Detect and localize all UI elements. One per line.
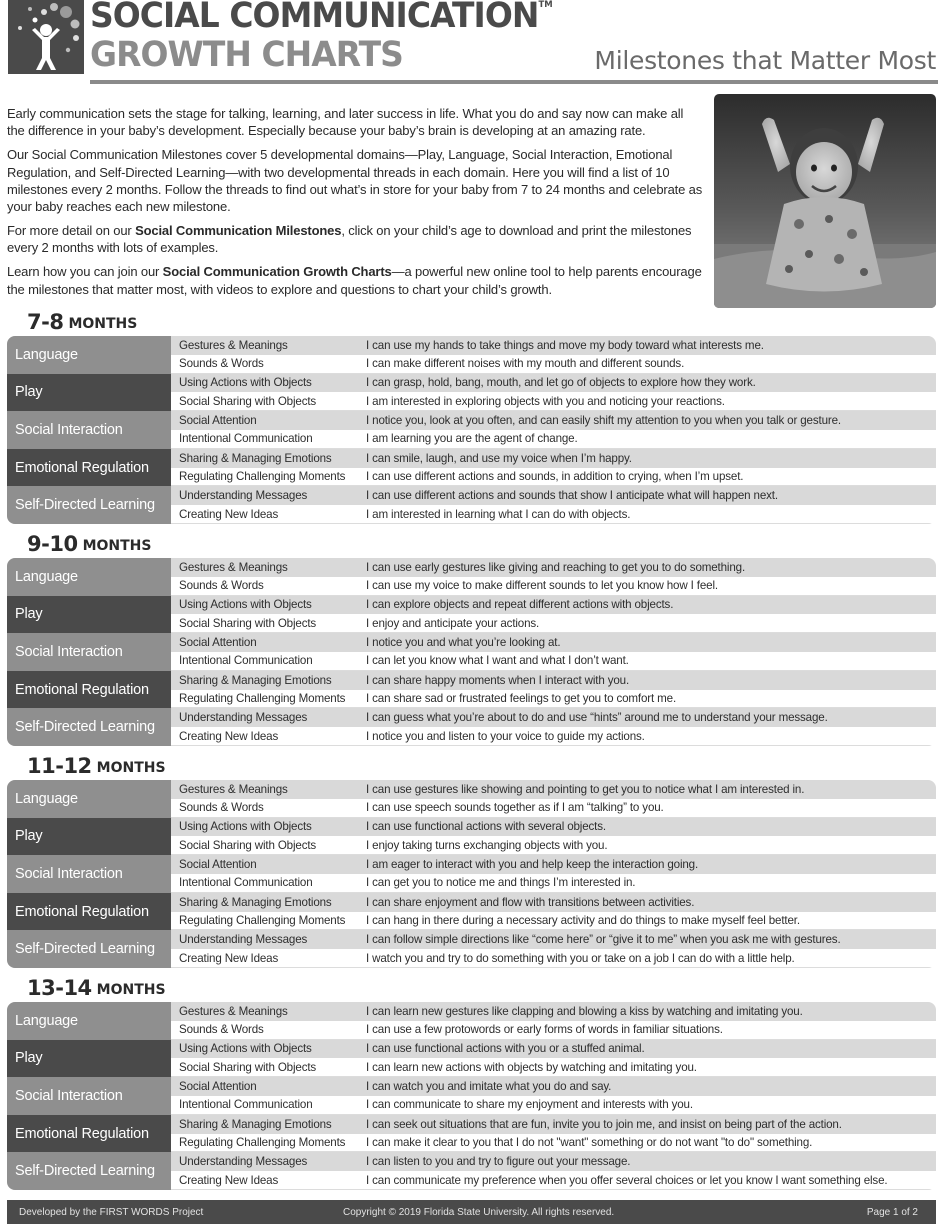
brand-title-line1 <box>90 0 553 36</box>
thread-row <box>171 949 936 968</box>
thread-row <box>171 505 936 524</box>
milestone-text: I am interested in learning what I can do with objects. <box>366 507 631 521</box>
thread-list <box>171 374 936 412</box>
intro-text-span: , click on your child’s age to download and print the milestones every 2 months with lots of examples. <box>7 223 692 256</box>
thread-name: Social Sharing with Objects <box>179 1060 317 1074</box>
milestone-text: I can use early gestures like giving and reaching to get you to do something. <box>366 560 746 574</box>
milestone-text: I can smile, laugh, and use my voice when I’m happy. <box>366 451 632 465</box>
thread-name: Creating New Ideas <box>179 1173 279 1187</box>
thread-row <box>171 374 936 393</box>
domain-row <box>7 855 936 893</box>
domain-label: Play <box>7 1040 171 1078</box>
thread-name: Sharing & Managing Emotions <box>179 1117 332 1131</box>
age-range: 7-8 <box>27 310 64 334</box>
domain-row <box>7 780 936 818</box>
thread-name: Social Attention <box>179 1080 257 1094</box>
domain-row <box>7 1040 936 1078</box>
thread-row <box>171 449 936 468</box>
milestone-text: I can seek out situations that are fun, invite you to join me, and insist on being part of the action. <box>366 1117 842 1131</box>
milestone-text: I watch you and try to do something with you or take on a job I can do with a little help. <box>366 951 795 965</box>
milestone-text: I can make different noises with my mouth and different sounds. <box>366 357 685 371</box>
thread-list <box>171 671 936 709</box>
thread-row <box>171 392 936 411</box>
milestones-table <box>7 780 936 968</box>
thread-name: Sharing & Managing Emotions <box>179 673 332 687</box>
thread-list <box>171 930 936 968</box>
milestone-text: I can share sad or frustrated feelings to get you to comfort me. <box>366 691 677 705</box>
thread-list <box>171 1115 936 1153</box>
thread-name: Sounds & Words <box>179 579 264 593</box>
domain-row <box>7 596 936 634</box>
thread-name: Social Sharing with Objects <box>179 838 317 852</box>
milestone-text: I can listen to you and try to figure out your message. <box>366 1155 631 1169</box>
thread-row <box>171 912 936 931</box>
milestone-text: I can get you to notice me and things I’m interested in. <box>366 876 636 890</box>
thread-name: Gestures & Meanings <box>179 338 288 352</box>
page-tagline: Milestones that Matter Most <box>594 46 936 75</box>
thread-list <box>171 818 936 856</box>
thread-row <box>171 727 936 746</box>
thread-row <box>171 1058 936 1077</box>
milestone-text: I can hang in there during a necessary activity and do things to make myself feel better. <box>366 913 800 927</box>
thread-row <box>171 1021 936 1040</box>
thread-row <box>171 1040 936 1059</box>
thread-list <box>171 893 936 931</box>
domain-label: Play <box>7 374 171 412</box>
thread-row <box>171 355 936 374</box>
page-number: Page 1 of 2 <box>866 1206 918 1218</box>
thread-row <box>171 671 936 690</box>
thread-name: Regulating Challenging Moments <box>179 469 346 483</box>
domain-row <box>7 671 936 709</box>
domain-label: Emotional Regulation <box>7 671 171 709</box>
age-range: 11-12 <box>27 754 92 778</box>
thread-list <box>171 1077 936 1115</box>
intro-paragraph: Our Social Communication Milestones cover 5 developmental domains—Play, Language, Social Interaction, Emotional Regulation, and Self-Directed Learning—with two developmental threads in each domain. Here you will find a list of 10 milestones every 2 months. Follow the threads to find out what’s in store for your baby from 7 to 24 months and celebrate as your baby reaches each new milestone. <box>7 147 703 215</box>
milestone-text: I can use functional actions with you or a stuffed animal. <box>366 1042 645 1056</box>
age-heading[interactable] <box>7 974 936 1002</box>
thread-name: Creating New Ideas <box>179 729 279 743</box>
thread-row <box>171 430 936 449</box>
age-unit: MONTHS <box>82 538 152 554</box>
thread-name: Sharing & Managing Emotions <box>179 895 332 909</box>
milestone-text: I can follow simple directions like “come here” or “give it to me” when you ask me with gestures. <box>366 933 841 947</box>
thread-row <box>171 1096 936 1115</box>
thread-list <box>171 1002 936 1040</box>
thread-name: Social Sharing with Objects <box>179 616 317 630</box>
thread-name: Using Actions with Objects <box>179 820 312 834</box>
thread-row <box>171 614 936 633</box>
thread-row <box>171 411 936 430</box>
thread-list <box>171 411 936 449</box>
milestone-text: I can explore objects and repeat different actions with objects. <box>366 598 674 612</box>
domain-row <box>7 818 936 856</box>
milestone-text: I can use my voice to make different sounds to let you know how I feel. <box>366 579 718 593</box>
thread-row <box>171 596 936 615</box>
thread-name: Social Attention <box>179 636 257 650</box>
age-section <box>7 752 936 968</box>
domain-row <box>7 708 936 746</box>
age-unit: MONTHS <box>96 982 166 998</box>
age-unit: MONTHS <box>96 760 166 776</box>
thread-row <box>171 893 936 912</box>
domain-label: Emotional Regulation <box>7 893 171 931</box>
domain-label: Language <box>7 558 171 596</box>
thread-list <box>171 486 936 524</box>
milestone-text: I can watch you and imitate what you do and say. <box>366 1080 612 1094</box>
thread-row <box>171 874 936 893</box>
thread-name: Social Attention <box>179 858 257 872</box>
milestone-text: I can use gestures like showing and pointing to get you to notice what I am interested in. <box>366 782 805 796</box>
thread-name: Intentional Communication <box>179 654 313 668</box>
thread-name: Intentional Communication <box>179 432 313 446</box>
thread-row <box>171 468 936 487</box>
milestone-text: I can use speech sounds together as if I am “talking” to you. <box>366 801 664 815</box>
domain-row <box>7 558 936 596</box>
thread-row <box>171 708 936 727</box>
domain-row <box>7 411 936 449</box>
logo-icon <box>8 0 84 74</box>
domain-label: Language <box>7 1002 171 1040</box>
milestone-text: I can let you know what I want and what I don’t want. <box>366 654 629 668</box>
thread-name: Understanding Messages <box>179 489 308 503</box>
page-footer <box>7 1200 936 1224</box>
domain-label: Self-Directed Learning <box>7 486 171 524</box>
age-section <box>7 308 936 524</box>
thread-row <box>171 818 936 837</box>
intro-text-span: —a powerful new online tool to help parents encourage the milestones that matter most, with videos to explore and questions to chart your child’s growth. <box>7 264 702 297</box>
thread-name: Using Actions with Objects <box>179 598 312 612</box>
thread-name: Creating New Ideas <box>179 951 279 965</box>
domain-label: Language <box>7 780 171 818</box>
thread-list <box>171 708 936 746</box>
thread-row <box>171 558 936 577</box>
age-heading[interactable] <box>7 530 936 558</box>
domain-label: Self-Directed Learning <box>7 1152 171 1190</box>
thread-row <box>171 855 936 874</box>
thread-name: Regulating Challenging Moments <box>179 913 346 927</box>
domain-row <box>7 449 936 487</box>
page-header <box>0 0 940 92</box>
thread-list <box>171 855 936 893</box>
intro-text <box>7 105 703 304</box>
milestone-text: I can use my hands to take things and move my body toward what interests me. <box>366 338 764 352</box>
milestone-text: I notice you and listen to your voice to guide my actions. <box>366 729 645 743</box>
domain-row <box>7 930 936 968</box>
domain-label: Emotional Regulation <box>7 449 171 487</box>
intro-text-span: Learn how you can join our <box>7 264 163 280</box>
thread-name: Sounds & Words <box>179 801 264 815</box>
domain-label: Self-Directed Learning <box>7 708 171 746</box>
domain-row <box>7 1077 936 1115</box>
header-divider <box>90 80 938 84</box>
milestone-text: I can share happy moments when I interact with you. <box>366 673 630 687</box>
thread-row <box>171 633 936 652</box>
milestone-text: I can use different actions and sounds that show I anticipate what will happen next. <box>366 489 778 503</box>
thread-row <box>171 652 936 671</box>
thread-list <box>171 596 936 634</box>
milestones-link[interactable]: Social Communication Milestones <box>135 223 342 239</box>
age-unit: MONTHS <box>68 316 138 332</box>
milestone-text: I can communicate my preference when you offer several choices or let you know I want something else. <box>366 1173 888 1187</box>
age-heading[interactable] <box>7 752 936 780</box>
thread-row <box>171 577 936 596</box>
domain-row <box>7 1115 936 1153</box>
thread-name: Sharing & Managing Emotions <box>179 451 332 465</box>
domain-row <box>7 893 936 931</box>
thread-row <box>171 1115 936 1134</box>
milestone-text: I am eager to interact with you and help keep the interaction going. <box>366 858 699 872</box>
thread-list <box>171 1152 936 1190</box>
thread-row <box>171 836 936 855</box>
thread-row <box>171 1002 936 1021</box>
domain-label: Play <box>7 818 171 856</box>
thread-name: Social Attention <box>179 414 257 428</box>
thread-name: Using Actions with Objects <box>179 376 312 390</box>
domain-label: Self-Directed Learning <box>7 930 171 968</box>
thread-name: Gestures & Meanings <box>179 560 288 574</box>
milestone-text: I can guess what you’re about to do and use “hints” around me to understand your message. <box>366 711 828 725</box>
thread-row <box>171 799 936 818</box>
thread-row <box>171 690 936 709</box>
thread-name: Social Sharing with Objects <box>179 394 317 408</box>
brand-title-line2: GROWTH CHARTS <box>90 35 403 75</box>
age-section <box>7 974 936 1190</box>
domain-row <box>7 1152 936 1190</box>
milestone-text: I enjoy taking turns exchanging objects with you. <box>366 838 608 852</box>
thread-list <box>171 780 936 818</box>
domain-label: Emotional Regulation <box>7 1115 171 1153</box>
milestone-text: I can make it clear to you that I do not "want" something or do not want "to do" something. <box>366 1135 813 1149</box>
thread-name: Creating New Ideas <box>179 507 279 521</box>
domain-label: Play <box>7 596 171 634</box>
domain-row <box>7 633 936 671</box>
thread-name: Sounds & Words <box>179 1023 264 1037</box>
milestone-text: I am interested in exploring objects with you and noticing your reactions. <box>366 394 725 408</box>
footer-credit: Developed by the FIRST WORDS Project <box>19 1206 204 1218</box>
thread-row <box>171 1077 936 1096</box>
domain-row <box>7 486 936 524</box>
domain-row <box>7 336 936 374</box>
thread-row <box>171 780 936 799</box>
thread-row <box>171 336 936 355</box>
thread-name: Gestures & Meanings <box>179 782 288 796</box>
milestone-text: I notice you, look at you often, and can easily shift my attention to you when you talk or gesture. <box>366 414 841 428</box>
trademark-mark: TM <box>538 0 553 10</box>
milestone-text: I can share enjoyment and flow with transitions between activities. <box>366 895 695 909</box>
thread-name: Intentional Communication <box>179 1098 313 1112</box>
thread-row <box>171 930 936 949</box>
milestone-text: I notice you and what you’re looking at. <box>366 636 561 650</box>
thread-row <box>171 1152 936 1171</box>
thread-name: Intentional Communication <box>179 876 313 890</box>
thread-name: Regulating Challenging Moments <box>179 691 346 705</box>
milestone-text: I can use different actions and sounds, in addition to crying, when I’m upset. <box>366 469 744 483</box>
thread-list <box>171 633 936 671</box>
thread-name: Understanding Messages <box>179 933 308 947</box>
domain-row <box>7 374 936 412</box>
growth-charts-link[interactable]: Social Communication Growth Charts <box>162 264 392 280</box>
milestone-text: I can grasp, hold, bang, mouth, and let go of objects to explore how they work. <box>366 376 756 390</box>
milestone-text: I can learn new actions with objects by watching and imitating you. <box>366 1060 697 1074</box>
thread-list <box>171 1040 936 1078</box>
thread-name: Gestures & Meanings <box>179 1004 288 1018</box>
milestone-text: I can communicate to share my enjoyment and interests with you. <box>366 1098 693 1112</box>
milestones-table <box>7 558 936 746</box>
intro-paragraph <box>7 263 703 298</box>
age-range: 13-14 <box>27 976 92 1000</box>
footer-copyright: Copyright © 2019 Florida State University. All rights reserved. <box>343 1206 615 1218</box>
milestone-text: I can use functional actions with several objects. <box>366 820 606 834</box>
thread-name: Regulating Challenging Moments <box>179 1135 346 1149</box>
brand-title-text: SOCIAL COMMUNICATION <box>90 0 539 36</box>
intro-text-span: For more detail on our <box>7 223 136 239</box>
milestone-text: I can learn new gestures like clapping and blowing a kiss by watching and imitating you. <box>366 1004 803 1018</box>
domain-label: Language <box>7 336 171 374</box>
domain-label: Social Interaction <box>7 855 171 893</box>
thread-row <box>171 1134 936 1153</box>
domain-row <box>7 1002 936 1040</box>
thread-list <box>171 558 936 596</box>
thread-name: Understanding Messages <box>179 1155 308 1169</box>
age-heading[interactable] <box>7 308 936 336</box>
intro-paragraph <box>7 222 703 257</box>
milestone-text: I am learning you are the agent of change. <box>366 432 578 446</box>
thread-row <box>171 1171 936 1190</box>
baby-photo <box>714 94 936 308</box>
thread-row <box>171 486 936 505</box>
domain-label: Social Interaction <box>7 411 171 449</box>
thread-name: Understanding Messages <box>179 711 308 725</box>
age-section <box>7 530 936 746</box>
intro-paragraph: Early communication sets the stage for talking, learning, and later success in life. What you do and say now can make all the difference in your baby’s development. Especially because your baby’s brain is developing at an amazing rate. <box>7 106 684 139</box>
milestones-table <box>7 1002 936 1190</box>
thread-name: Sounds & Words <box>179 357 264 371</box>
domain-label: Social Interaction <box>7 1077 171 1115</box>
domain-label: Social Interaction <box>7 633 171 671</box>
thread-list <box>171 336 936 374</box>
age-range: 9-10 <box>27 532 78 556</box>
milestone-text: I can use a few protowords or early forms of words in familiar situations. <box>366 1023 723 1037</box>
thread-list <box>171 449 936 487</box>
milestones-table <box>7 336 936 524</box>
thread-name: Using Actions with Objects <box>179 1042 312 1056</box>
milestone-text: I enjoy and anticipate your actions. <box>366 616 540 630</box>
